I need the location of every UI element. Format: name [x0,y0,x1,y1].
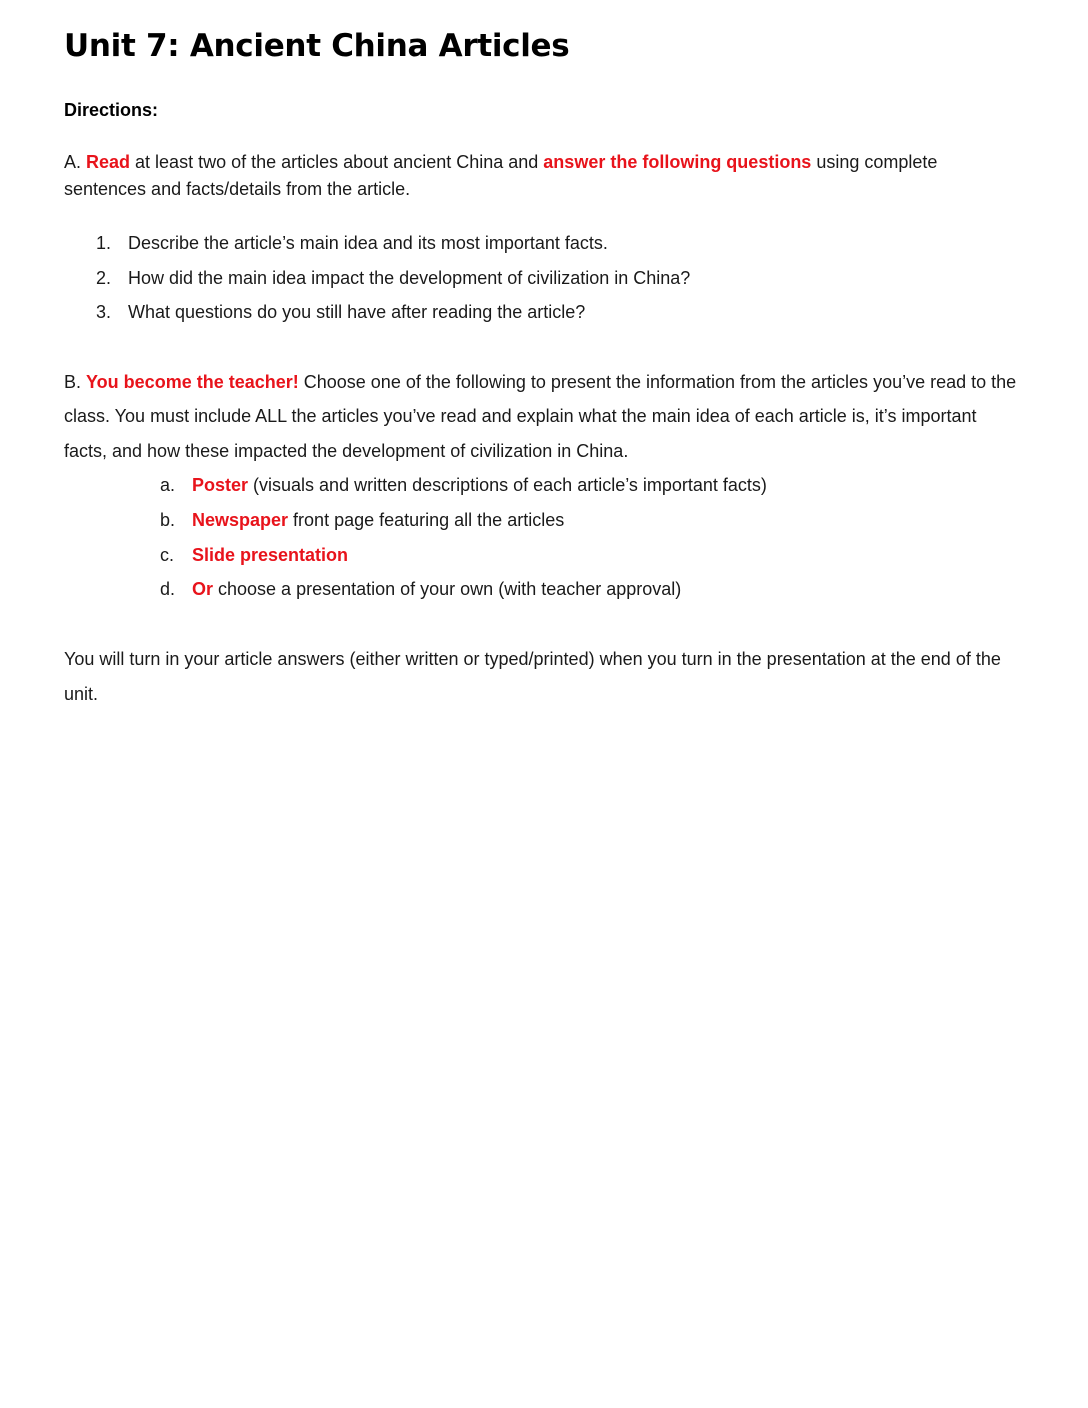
option-highlight: Or [192,579,214,600]
question-text: How did the main idea impact the development of civilization in China? [128,267,691,288]
question-item [64,226,1024,261]
section-a-prefix: A. [64,152,87,172]
option-item-own-choice [64,572,1024,607]
directions-label: Directions: [64,100,159,120]
option-highlight: Slide presentation [192,544,349,565]
option-item-poster [64,468,1024,503]
option-letter: a. [160,475,176,495]
question-number: 2. [96,267,112,288]
question-text: What questions do you still have after reading the article? [128,302,586,322]
question-text: Describe the article’s main idea and its most important facts. [128,233,608,253]
option-letter: d. [160,579,176,600]
page-title: Unit 7: Ancient China Articles [64,28,570,64]
section-a-highlight-read: Read [86,152,131,172]
section-b-text: Choose one of the following to present the information from the articles you’ve read to the class. You must include ALL the articles you’ve read and explain what the main idea of each article is, it’s important facts, and how these impacted the development of civilization in China. [64,371,1017,461]
option-text: choose a presentation of your own (with teacher approval) [213,579,682,600]
section-b-highlight: You become the teacher! [86,371,299,392]
option-highlight: Poster [192,475,249,495]
option-letter: c. [160,544,175,565]
option-item-newspaper [64,503,1024,538]
section-a-text-1: at least two of the articles about ancient China and [130,152,544,172]
options-list [64,468,1024,607]
section-b-paragraph [64,365,1024,469]
option-item-slide-presentation [64,538,1024,573]
option-letter: b. [160,509,176,530]
questions-list [64,226,1024,330]
option-text: front page featuring all the articles [288,509,565,530]
question-item [64,261,1024,296]
section-a-paragraph [64,149,1024,203]
question-item [64,295,1024,330]
document-content [64,24,1024,711]
option-highlight: Newspaper [192,509,289,530]
section-a-highlight-answer: answer the following questions [543,152,812,172]
closing-paragraph: You will turn in your article answers (either written or typed/printed) when you turn in the presentation at the end of the unit. [64,649,1001,704]
question-number: 1. [96,233,112,253]
option-text: (visuals and written descriptions of each article’s important facts) [248,475,767,495]
section-b-prefix: B. [64,371,87,392]
question-number: 3. [96,302,112,322]
section-a-text-2: using complete sentences and facts/details from the article. [64,152,938,199]
